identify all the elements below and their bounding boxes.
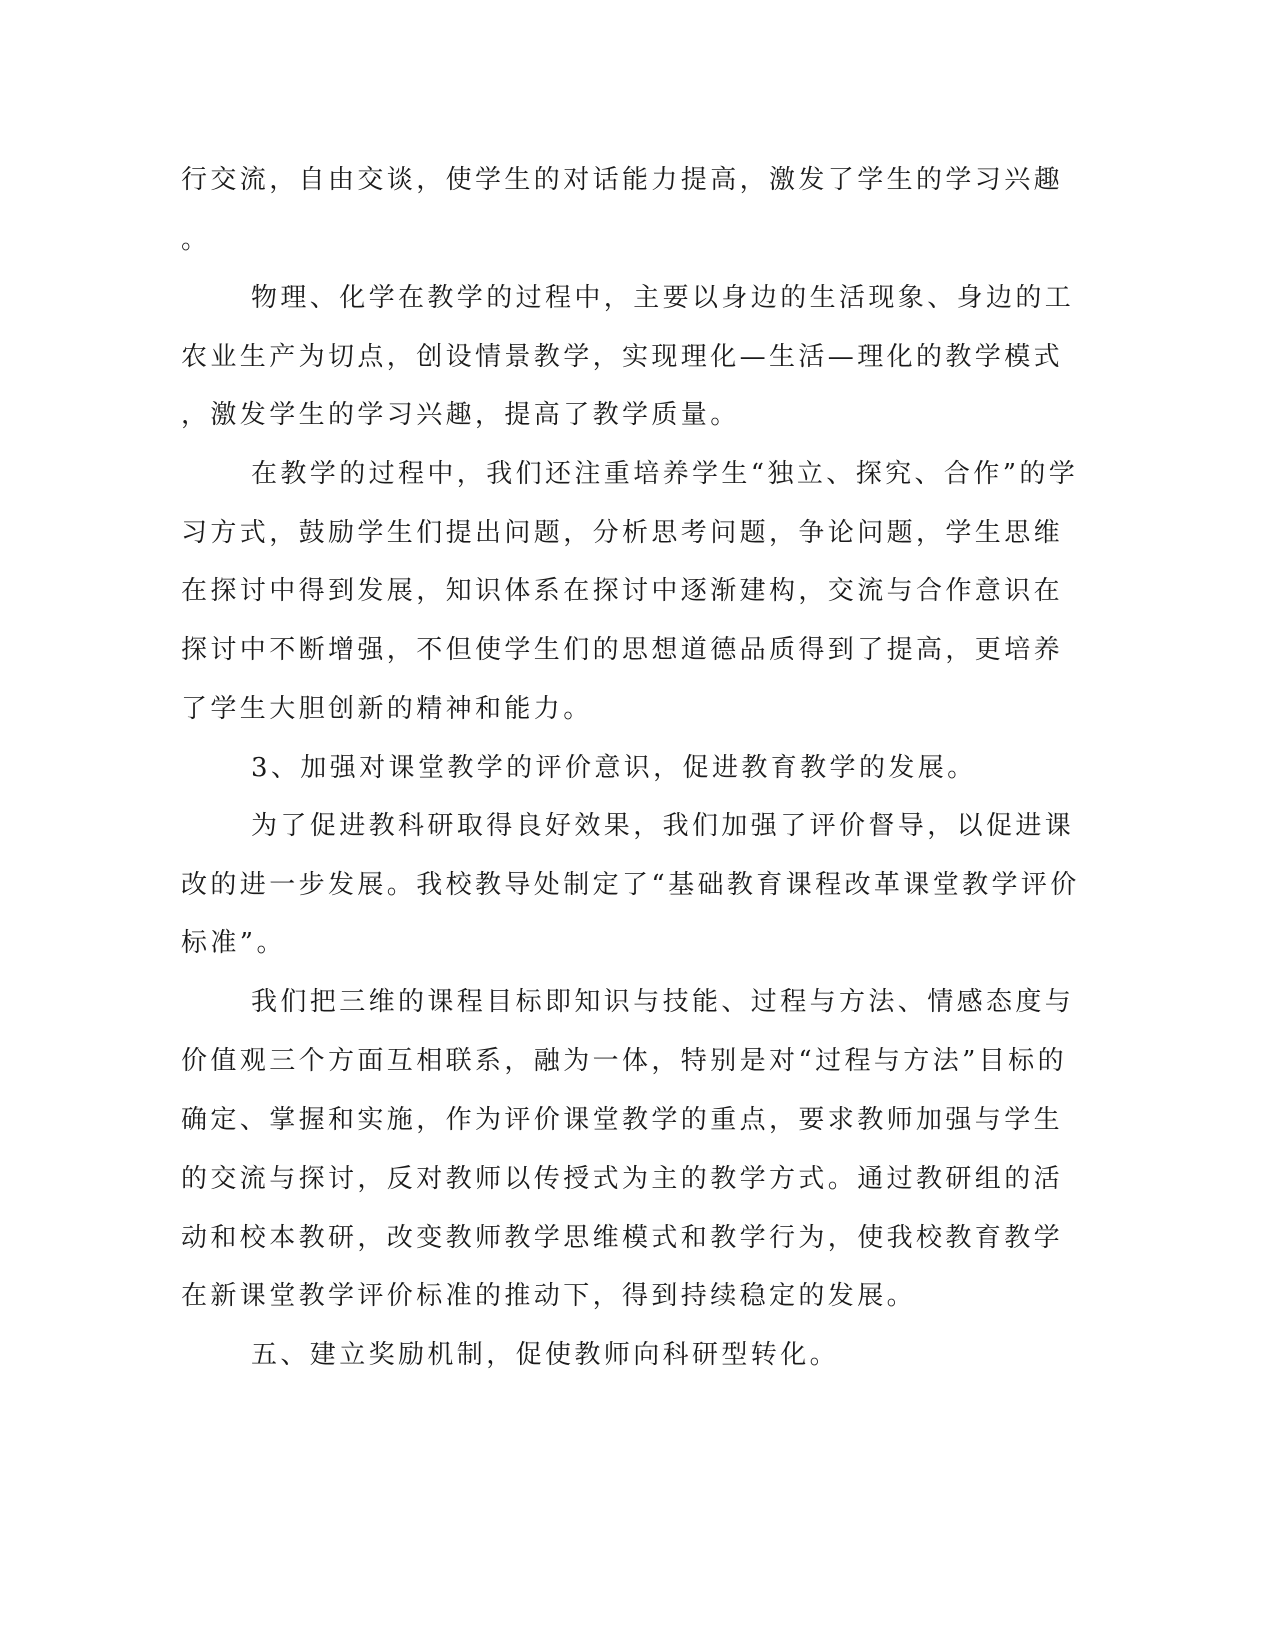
- section-heading: 五、建立奖励机制，促使教师向科研型转化。: [251, 1340, 840, 1370]
- text-line: 改的进一步发展。我校教导处制定了“基础教育课程改革课堂教学评价: [181, 870, 1080, 900]
- text-line: 价值观三个方面互相联系，融为一体，特别是对“过程与方法”目标的: [181, 1046, 1067, 1076]
- paragraph-first-line: 在教学的过程中，我们还注重培养学生“独立、探究、合作”的学: [251, 459, 1079, 489]
- text-line: ，激发学生的学习兴趣，提高了教学质量。: [181, 400, 740, 430]
- paragraph-first-line: 我们把三维的课程目标即知识与技能、过程与方法、情感态度与: [251, 987, 1075, 1017]
- text-line: 确定、掌握和实施，作为评价课堂教学的重点，要求教师加强与学生: [181, 1105, 1064, 1135]
- text-line: 了学生大胆创新的精神和能力。: [181, 694, 593, 724]
- text-line: 探讨中不断增强，不但使学生们的思想道德品质得到了提高，更培养: [181, 635, 1064, 665]
- text-line: 。: [181, 225, 211, 255]
- paragraph-first-line: 物理、化学在教学的过程中，主要以身边的生活现象、身边的工: [251, 283, 1075, 313]
- text-line: 习方式，鼓励学生们提出问题，分析思考问题，争论问题，学生思维: [181, 518, 1064, 548]
- paragraph-first-line: 为了促进教科研取得良好效果，我们加强了评价督导，以促进课: [251, 811, 1075, 841]
- text-line: 动和校本教研，改变教师教学思维模式和教学行为，使我校教育教学: [181, 1223, 1064, 1253]
- text-line: 的交流与探讨，反对教师以传授式为主的教学方式。通过教研组的活: [181, 1164, 1064, 1194]
- text-line: 标准”。: [181, 928, 286, 958]
- text-line: 在新课堂教学评价标准的推动下，得到持续稳定的发展。: [181, 1281, 917, 1311]
- text-line: 行交流，自由交谈，使学生的对话能力提高，激发了学生的学习兴趣: [181, 165, 1064, 195]
- section-heading: 3、加强对课堂教学的评价意识，促进教育教学的发展。: [251, 753, 977, 783]
- text-line: 在探讨中得到发展，知识体系在探讨中逐渐建构，交流与合作意识在: [181, 576, 1064, 606]
- text-line: 农业生产为切点，创设情景教学，实现理化—生活—理化的教学模式: [181, 342, 1064, 372]
